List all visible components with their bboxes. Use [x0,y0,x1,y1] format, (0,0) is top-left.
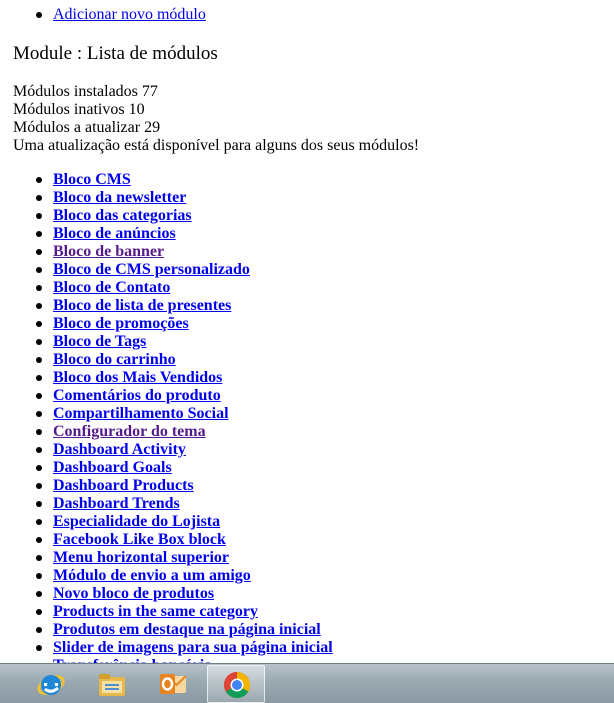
module-list-item [53,225,333,243]
to-update-count: Módulos a atualizar 29 [13,119,161,136]
module-link[interactable]: Slider de imagens para sua página inicial [53,639,333,656]
update-notice: Uma atualização está disponível para alguns dos seus módulos! [13,137,420,154]
module-link[interactable]: Bloco da newsletter [53,189,187,206]
module-list-item [53,387,333,405]
module-link[interactable]: Módulo de envio a um amigo [53,567,251,584]
internet-explorer-icon [35,668,67,700]
file-explorer-icon [96,668,128,700]
module-list-item [53,495,333,513]
module-list-item [53,261,333,279]
module-link[interactable]: Products in the same category [53,603,258,620]
installed-count: Módulos instalados 77 [13,83,158,100]
module-link[interactable]: Bloco de lista de presentes [53,297,232,314]
module-list-item [53,585,333,603]
module-list [53,171,333,675]
module-list-item [53,297,333,315]
taskbar-chrome-button[interactable] [207,665,265,703]
taskbar-explorer-button[interactable] [83,665,141,703]
module-link[interactable]: Menu horizontal superior [53,549,229,566]
taskbar-ie-button[interactable] [22,665,80,703]
module-link[interactable]: Bloco de Contato [53,279,171,296]
module-link[interactable]: Bloco de promoções [53,315,189,332]
add-module-link[interactable]: Adicionar novo módulo [53,6,206,23]
module-list-item [53,567,333,585]
outlook-icon [157,668,189,700]
module-list-item [53,513,333,531]
module-link[interactable]: Dashboard Trends [53,495,180,512]
chrome-icon [221,669,253,701]
module-stats [13,83,419,155]
module-list-item [53,315,333,333]
module-list-item [53,477,333,495]
module-link[interactable]: Compartilhamento Social [53,405,229,422]
module-list-item [53,603,333,621]
module-link[interactable]: Bloco CMS [53,171,131,188]
module-link[interactable]: Facebook Like Box block [53,531,226,548]
page-title: Module : Lista de módulos [13,43,218,64]
module-list-item [53,351,333,369]
module-link[interactable]: Bloco das categorias [53,207,192,224]
module-link[interactable]: Bloco de CMS personalizado [53,261,250,278]
module-link[interactable]: Comentários do produto [53,387,221,404]
list-item [53,6,206,24]
module-list-item [53,441,333,459]
module-link[interactable]: Configurador do tema [53,423,206,440]
module-list-item [53,423,333,441]
module-list-item [53,549,333,567]
inactive-count: Módulos inativos 10 [13,101,145,118]
top-links-list [53,6,206,24]
module-list-item [53,189,333,207]
module-list-item [53,405,333,423]
module-list-item [53,459,333,477]
module-link[interactable]: Bloco do carrinho [53,351,176,368]
module-link[interactable]: Dashboard Goals [53,459,172,476]
taskbar-outlook-button[interactable] [144,665,202,703]
module-link[interactable]: Especialidade do Lojista [53,513,221,530]
module-list-item [53,279,333,297]
module-list-item [53,171,333,189]
module-list-item [53,207,333,225]
module-link[interactable]: Dashboard Activity [53,441,186,458]
module-link[interactable]: Bloco de anúncios [53,225,176,242]
module-link[interactable]: Novo bloco de produtos [53,585,215,602]
module-list-item [53,531,333,549]
module-link[interactable]: Bloco de Tags [53,333,147,350]
module-list-item [53,333,333,351]
module-list-item [53,243,333,261]
module-list-item [53,621,333,639]
module-list-item [53,369,333,387]
module-link[interactable]: Produtos em destaque na página inicial [53,621,321,638]
module-link[interactable]: Bloco dos Mais Vendidos [53,369,223,386]
module-list-item [53,639,333,657]
module-link[interactable]: Bloco de banner [53,243,165,260]
module-link[interactable]: Dashboard Products [53,477,194,494]
taskbar [0,663,614,703]
